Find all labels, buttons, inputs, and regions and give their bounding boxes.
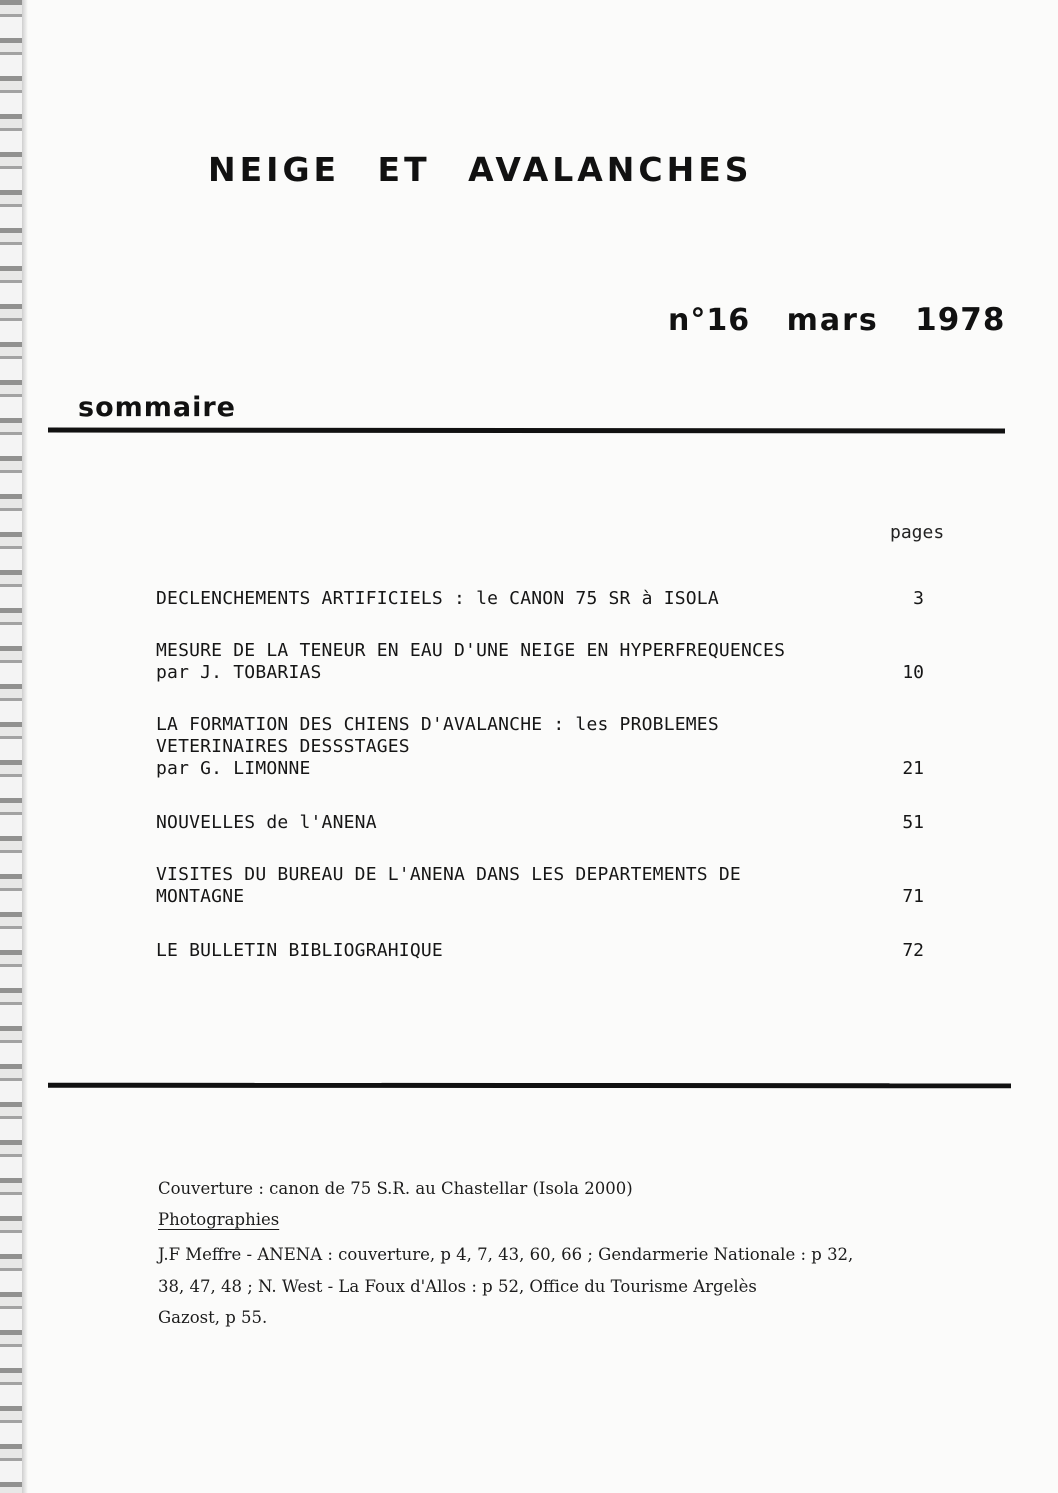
toc-entry-line: NOUVELLES de l'ANENA <box>156 812 377 833</box>
toc-entry-page: 21 <box>902 758 924 779</box>
toc-entry-title <box>156 812 377 834</box>
toc-entry-title <box>156 940 443 962</box>
photo-credits-line: 38, 47, 48 ; N. West - La Foux d'Allos : p 52, Office du Tourisme Argelès <box>158 1277 757 1296</box>
toc-entry-line: VETERINAIRES DESSSTAGES <box>156 736 410 757</box>
toc-entry-line: par G. LIMONNE <box>156 758 311 779</box>
issue-year: 1978 <box>915 302 1006 338</box>
toc-entry-page: 10 <box>902 662 924 683</box>
toc-entry-title <box>156 640 785 684</box>
toc-entry-title <box>156 864 741 908</box>
toc-entry-line: DECLENCHEMENTS ARTIFICIELS : le CANON 75 SR à ISOLA <box>156 588 719 609</box>
toc-entry-line: LA FORMATION DES CHIENS D'AVALANCHE : les PROBLEMES <box>156 714 719 735</box>
photo-credits-heading: Photographies <box>158 1210 280 1229</box>
toc-entry-page: 51 <box>902 812 924 833</box>
masthead-title: NEIGE ET AVALANCHES <box>208 150 753 189</box>
binding-shadow <box>22 0 28 1493</box>
pages-column-label: pages <box>890 522 945 543</box>
spiral-binding-edge <box>0 0 22 1493</box>
toc-entry-line: MESURE DE LA TENEUR EN EAU D'UNE NEIGE EN HYPERFREQUENCES <box>156 640 786 661</box>
toc-entry-title <box>156 714 719 780</box>
top-divider <box>48 427 1005 433</box>
toc-entry-line: LE BULLETIN BIBLIOGRAHIQUE <box>156 940 443 961</box>
issue-line <box>668 302 1005 338</box>
toc-entry-page: 72 <box>902 940 924 961</box>
issue-month: mars <box>786 303 879 338</box>
photo-credits-line: Gazost, p 55. <box>158 1308 268 1327</box>
toc-entry-title <box>156 588 719 610</box>
toc-entry-line: MONTAGNE <box>156 886 245 907</box>
toc-entry-page: 3 <box>913 588 924 609</box>
photo-credits-line: J.F Meffre - ANENA : couverture, p 4, 7, 43, 60, 66 ; Gendarmerie Nationale : p 32, <box>158 1245 854 1264</box>
issue-number: n°16 <box>668 303 751 338</box>
section-heading: sommaire <box>78 392 236 423</box>
bottom-divider <box>48 1083 1011 1089</box>
toc-entry-page: 71 <box>902 886 924 907</box>
toc-entry-line: VISITES DU BUREAU DE L'ANENA DANS LES DEPARTEMENTS DE <box>156 864 741 885</box>
cover-credit: Couverture : canon de 75 S.R. au Chastellar (Isola 2000) <box>158 1179 633 1198</box>
toc-entry-line: par J. TOBARIAS <box>156 662 322 683</box>
